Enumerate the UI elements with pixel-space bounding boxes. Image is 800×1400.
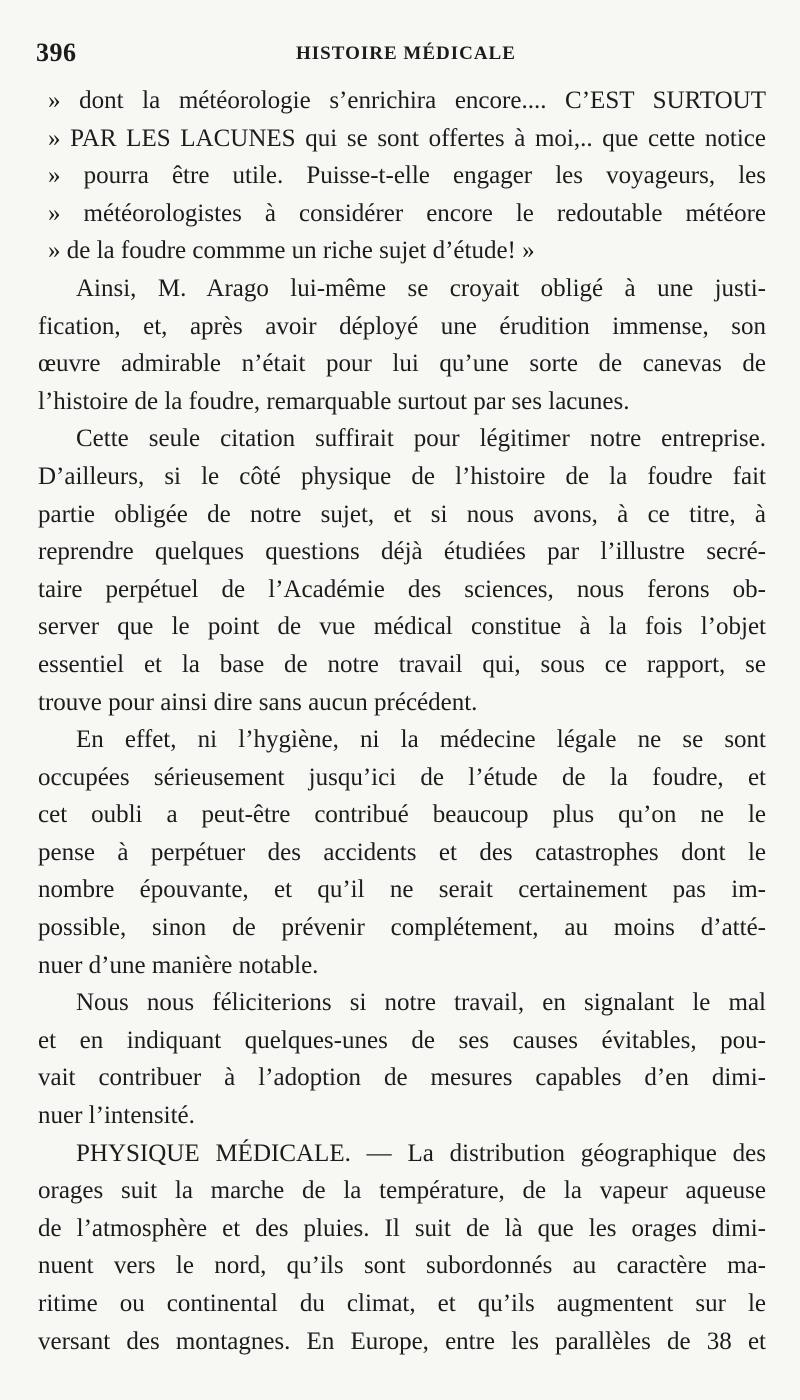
text-line: En effet, ni l’hygiène, ni la médecine légale ne se sont [76,726,766,754]
text-line: Cette seule citation suffirait pour légitimer notre entreprise. [76,425,766,453]
text-line: vait contribuer à l’adoption de mesures capables d’en dimi- [38,1064,766,1092]
text-line: trouve pour ainsi dire sans aucun précédent. [38,688,478,716]
text-line: occupées sérieusement jusqu’ici de l’étude de la foudre, et [38,763,766,791]
text-line: l’histoire de la foudre, remarquable surtout par ses lacunes. [38,387,630,415]
text-line: possible, sinon de prévenir complétement, au moins d’atté- [38,914,766,942]
text-line: nuer d’une manière notable. [38,951,319,979]
text-line: versant des montagnes. En Europe, entre les parallèles de 38 et [38,1327,766,1355]
text-line: nuent vers le nord, qu’ils sont subordonnés au caractère ma- [38,1252,766,1280]
text-line: fication, et, après avoir déployé une érudition immense, son [38,312,766,340]
text-line: partie obligée de notre sujet, et si nous avons, à ce titre, à [38,500,766,528]
text-line: ritime ou continental du climat, et qu’ils augmentent sur le [38,1290,766,1317]
text-line: essentiel et la base de notre travail qui, sous ce rapport, se [38,650,766,678]
text-line: » météorologistes à considérer encore le redoutable météore [48,199,766,227]
text-line: œuvre admirable n’était pour lui qu’une sorte de canevas de [38,350,766,378]
text-line: reprendre quelques questions déjà étudiées par l’illustre secré- [38,538,766,566]
text-line: nombre épouvante, et qu’il ne serait certainement pas im- [38,876,766,904]
text-line: server que le point de vue médical constitue à la fois l’objet [38,613,766,641]
running-title: HISTOIRE MÉDICALE [296,43,516,64]
text-line: nuer l’intensité. [38,1102,195,1130]
text-line: » pourra être utile. Puisse-t-elle engager les voyageurs, les [48,162,766,190]
text-line: » dont la météorologie s’enrichira encore.... C’EST SURTOUT [48,87,766,114]
page-number: 396 [36,38,77,67]
text-line: et en indiquant quelques-unes de ses causes évitables, pou- [38,1026,766,1054]
text-line: » de la foudre commme un riche sujet d’étude! » [48,237,535,265]
text-line: » PAR LES LACUNES qui se sont offertes à moi,.. que cette notice [48,124,766,152]
text-line: Nous nous féliciterions si notre travail, en signalant le mal [76,989,766,1017]
text-line: D’ailleurs, si le côté physique de l’histoire de la foudre fait [38,462,766,490]
text-line: Ainsi, M. Arago lui-même se croyait obligé à une justi- [76,274,766,302]
page-header [36,38,770,72]
body-text [38,82,766,1360]
text-line: taire perpétuel de l’Académie des sciences, nous ferons ob- [38,575,766,603]
text-line: pense à perpétuer des accidents et des catastrophes dont le [38,838,766,866]
text-line: PHYSIQUE MÉDICALE. — La distribution géographique des [76,1139,766,1167]
text-line: cet oubli a peut-être contribué beaucoup plus qu’on ne le [38,801,766,829]
text-line: orages suit la marche de la température, de la vapeur aqueuse [38,1177,766,1205]
text-line: de l’atmosphère et des pluies. Il suit de là que les orages dimi- [38,1214,766,1242]
